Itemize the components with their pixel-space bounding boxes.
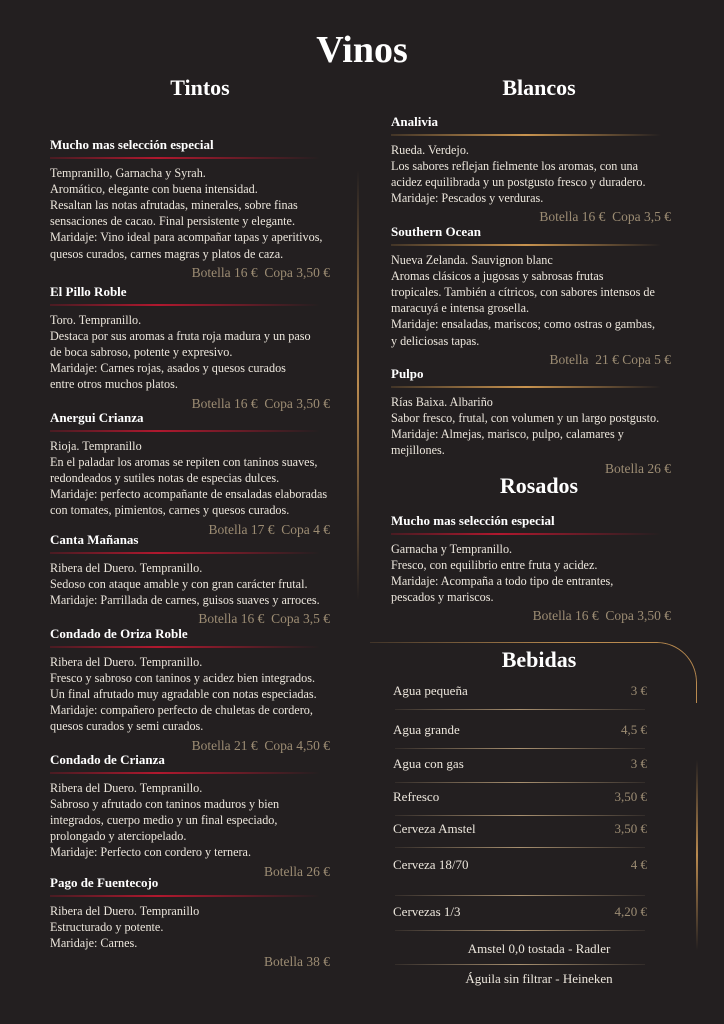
wine-description-line: sensaciones de cacao. Final persistente y elegante. <box>50 214 296 229</box>
wine-description-line: Maridaje: perfecto acompañante de ensaladas elaboradas <box>50 487 328 502</box>
divider <box>50 552 320 554</box>
wine-name: Condado de Oriza Roble <box>50 626 188 641</box>
wine-entry <box>391 513 711 625</box>
wine-description-line: prolongado y aterciopelado. <box>50 829 187 844</box>
wine-entry <box>50 137 370 282</box>
wine-description-line: Maridaje: Vino ideal para acompañar tapas y aperitivos, <box>50 230 323 245</box>
rosados-heading: Rosados <box>499 473 579 498</box>
drink-price: 3 € <box>630 756 647 771</box>
wine-price: Botella 16 € Copa 3,5 € <box>539 209 671 225</box>
wine-description-line: quesos curados y semi curados. <box>50 719 204 734</box>
divider <box>50 157 320 159</box>
drink-price: 3 € <box>630 683 647 698</box>
wine-entry <box>50 626 370 755</box>
bebidas-heading: Bebidas <box>501 647 577 672</box>
divider <box>50 895 320 897</box>
wine-description-line: Maridaje: compañero perfecto de chuletas de cordero, <box>50 703 313 718</box>
wine-description-line: y deliciosas tapas. <box>391 333 480 348</box>
beer-brands: Águila sin filtrar - Heineken <box>465 971 613 986</box>
wine-description-line: Garnacha y Tempranillo. <box>391 541 513 556</box>
wine-entry <box>50 532 370 628</box>
tintos-heading: Tintos <box>170 75 230 100</box>
wine-description-line: Maridaje: Carnes rojas, asados y quesos curados <box>50 361 286 376</box>
wine-price: Botella 16 € Copa 3,50 € <box>191 264 330 280</box>
wine-entry <box>391 114 711 226</box>
wine-description-line: Fresco y sabroso con taninos y acidez bien integrados. <box>50 670 316 685</box>
wine-description-line: Rueda. Verdejo. <box>391 142 469 157</box>
drink-price: 3,50 € <box>614 789 647 804</box>
divider <box>395 930 645 931</box>
wine-description-line: Rioja. Tempranillo <box>50 438 142 453</box>
divider <box>395 895 645 896</box>
wine-price: Botella 16 € Copa 3,50 € <box>191 395 330 411</box>
wine-description-line: Tempranillo, Garnacha y Syrah. <box>50 165 206 180</box>
wine-description-line: entre otros muchos platos. <box>50 377 178 392</box>
divider <box>391 244 661 246</box>
wine-description-line: Destaca por sus aromas a fruta roja madura y un paso <box>50 328 311 343</box>
wine-description-line: Ribera del Duero. Tempranillo. <box>50 780 203 795</box>
blancos-heading: Blancos <box>502 75 576 100</box>
wine-price: Botella 21 € Copa 4,50 € <box>191 737 330 753</box>
wine-description-line: Maridaje: Acompaña a todo tipo de entrantes, <box>391 573 614 588</box>
divider <box>391 533 661 535</box>
drink-name: Refresco <box>393 789 440 804</box>
wine-description-line: Aromático, elegante con buena intensidad. <box>50 181 258 196</box>
divider <box>395 782 645 783</box>
drink-price: 3,50 € <box>614 821 647 836</box>
wine-description-line: pescados y mariscos. <box>391 590 494 605</box>
wine-description-line: Maridaje: Parrillada de carnes, guisos suaves y arroces. <box>50 592 320 607</box>
wine-name: Canta Mañanas <box>50 532 139 547</box>
drink-price: 4,20 € <box>614 904 647 919</box>
wine-description-line: Los sabores reflejan fielmente los aromas, con una <box>391 158 639 173</box>
wine-description-line: Ribera del Duero. Tempranillo. <box>50 654 203 669</box>
wine-description-line: Maridaje: Perfecto con cordero y ternera. <box>50 845 251 860</box>
wine-price: Botella 21 € Copa 5 € <box>549 351 671 367</box>
wine-description-line: Ribera del Duero. Tempranillo. <box>50 560 203 575</box>
wine-description-line: Sedoso con ataque amable y con gran carácter frutal. <box>50 576 308 591</box>
wine-name: Mucho mas selección especial <box>391 513 555 528</box>
wine-name: Mucho mas selección especial <box>50 137 214 152</box>
wine-description-line: mejillones. <box>391 443 445 458</box>
divider <box>395 815 645 816</box>
drink-name: Agua grande <box>393 722 460 737</box>
divider <box>395 748 645 749</box>
drink-name: Agua con gas <box>393 756 464 771</box>
wine-description-line: Sabroso y afrutado con taninos maduros y bien <box>50 796 280 811</box>
wine-description-line: Maridaje: ensaladas, mariscos; como ostras o gambas, <box>391 317 655 332</box>
divider <box>395 964 645 965</box>
wine-name: El Pillo Roble <box>50 284 127 299</box>
wine-entry <box>50 752 370 881</box>
wine-description-line: Toro. Tempranillo. <box>50 312 142 327</box>
wine-name: Pulpo <box>391 366 424 381</box>
wine-name: Pago de Fuentecojo <box>50 875 159 890</box>
wine-description-line: con tomates, pimientos, carnes y quesos curados. <box>50 503 290 518</box>
wine-description-line: Estructurado y potente. <box>50 919 164 934</box>
wine-description-line: En el paladar los aromas se repiten con taninos suaves, <box>50 454 318 469</box>
wine-description-line: redondeados y sutiles notas de especias dulces. <box>50 470 280 485</box>
wine-description-line: maracuyá e intensa grosella. <box>391 301 530 316</box>
drink-name: Agua pequeña <box>393 683 468 698</box>
wine-name: Southern Ocean <box>391 224 481 239</box>
wine-price: Botella 38 € <box>264 954 330 970</box>
divider <box>50 646 320 648</box>
wine-description-line: Sabor fresco, frutal, con volumen y un largo postgusto. <box>391 410 660 425</box>
wine-entry <box>391 224 711 369</box>
wine-name: Condado de Crianza <box>50 752 165 767</box>
wine-entry <box>50 284 370 413</box>
drink-name: Cerveza Amstel <box>393 821 476 836</box>
beer-brands: Amstel 0,0 tostada - Radler <box>467 941 611 956</box>
wine-description-line: de boca sabroso, potente y expresivo. <box>50 344 233 359</box>
wine-entry <box>391 366 711 478</box>
wine-price: Botella 16 € Copa 3,5 € <box>198 611 330 627</box>
wine-price: Botella 16 € Copa 3,50 € <box>532 608 671 624</box>
wine-description-line: Un final afrutado muy agradable con notas especiadas. <box>50 686 317 701</box>
wine-entry <box>50 875 370 971</box>
divider <box>391 134 661 136</box>
wine-name: Analivia <box>391 114 438 129</box>
wine-description-line: Ribera del Duero. Tempranillo <box>50 903 200 918</box>
decorative-line <box>696 760 698 950</box>
divider <box>50 304 320 306</box>
wine-price: Botella 17 € Copa 4 € <box>208 521 330 537</box>
wine-description-line: Fresco, con equilibrio entre fruta y acidez. <box>391 557 598 572</box>
page-title: Vinos <box>316 29 408 71</box>
drink-price: 4,5 € <box>621 722 647 737</box>
wine-description-line: Maridaje: Pescados y verduras. <box>391 191 544 206</box>
wine-name: Anergui Crianza <box>50 410 144 425</box>
divider <box>391 386 661 388</box>
drink-name: Cerveza 18/70 <box>393 857 469 872</box>
wine-price: Botella 26 € <box>605 461 671 477</box>
wine-entry <box>50 410 370 539</box>
wine-description-line: tropicales. También a cítricos, con sabores intensos de <box>391 284 655 299</box>
wine-description-line: Nueva Zelanda. Sauvignon blanc <box>391 252 553 267</box>
wine-description-line: Rías Baixa. Albariño <box>391 394 493 409</box>
wine-description-line: integrados, cuerpo medio y un final especiado, <box>50 812 278 827</box>
drink-name: Cervezas 1/3 <box>393 904 461 919</box>
wine-description-line: Maridaje: Carnes. <box>50 935 138 950</box>
divider <box>50 430 320 432</box>
divider <box>395 847 645 848</box>
wine-description-line: acidez equilibrada y un postgusto fresco y duradero. <box>391 174 646 189</box>
wine-description-line: Resaltan las notas afrutadas, minerales, sobre finas <box>50 197 298 212</box>
wine-description-line: quesos curados, carnes magras y platos de caza. <box>50 246 284 261</box>
wine-description-line: Maridaje: Almejas, marisco, pulpo, calamares y <box>391 426 624 441</box>
wine-price: Botella 26 € <box>264 863 330 879</box>
wine-description-line: Aromas clásicos a jugosas y sabrosas frutas <box>391 268 604 283</box>
drink-price: 4 € <box>630 857 647 872</box>
divider <box>50 772 320 774</box>
divider <box>395 709 645 710</box>
